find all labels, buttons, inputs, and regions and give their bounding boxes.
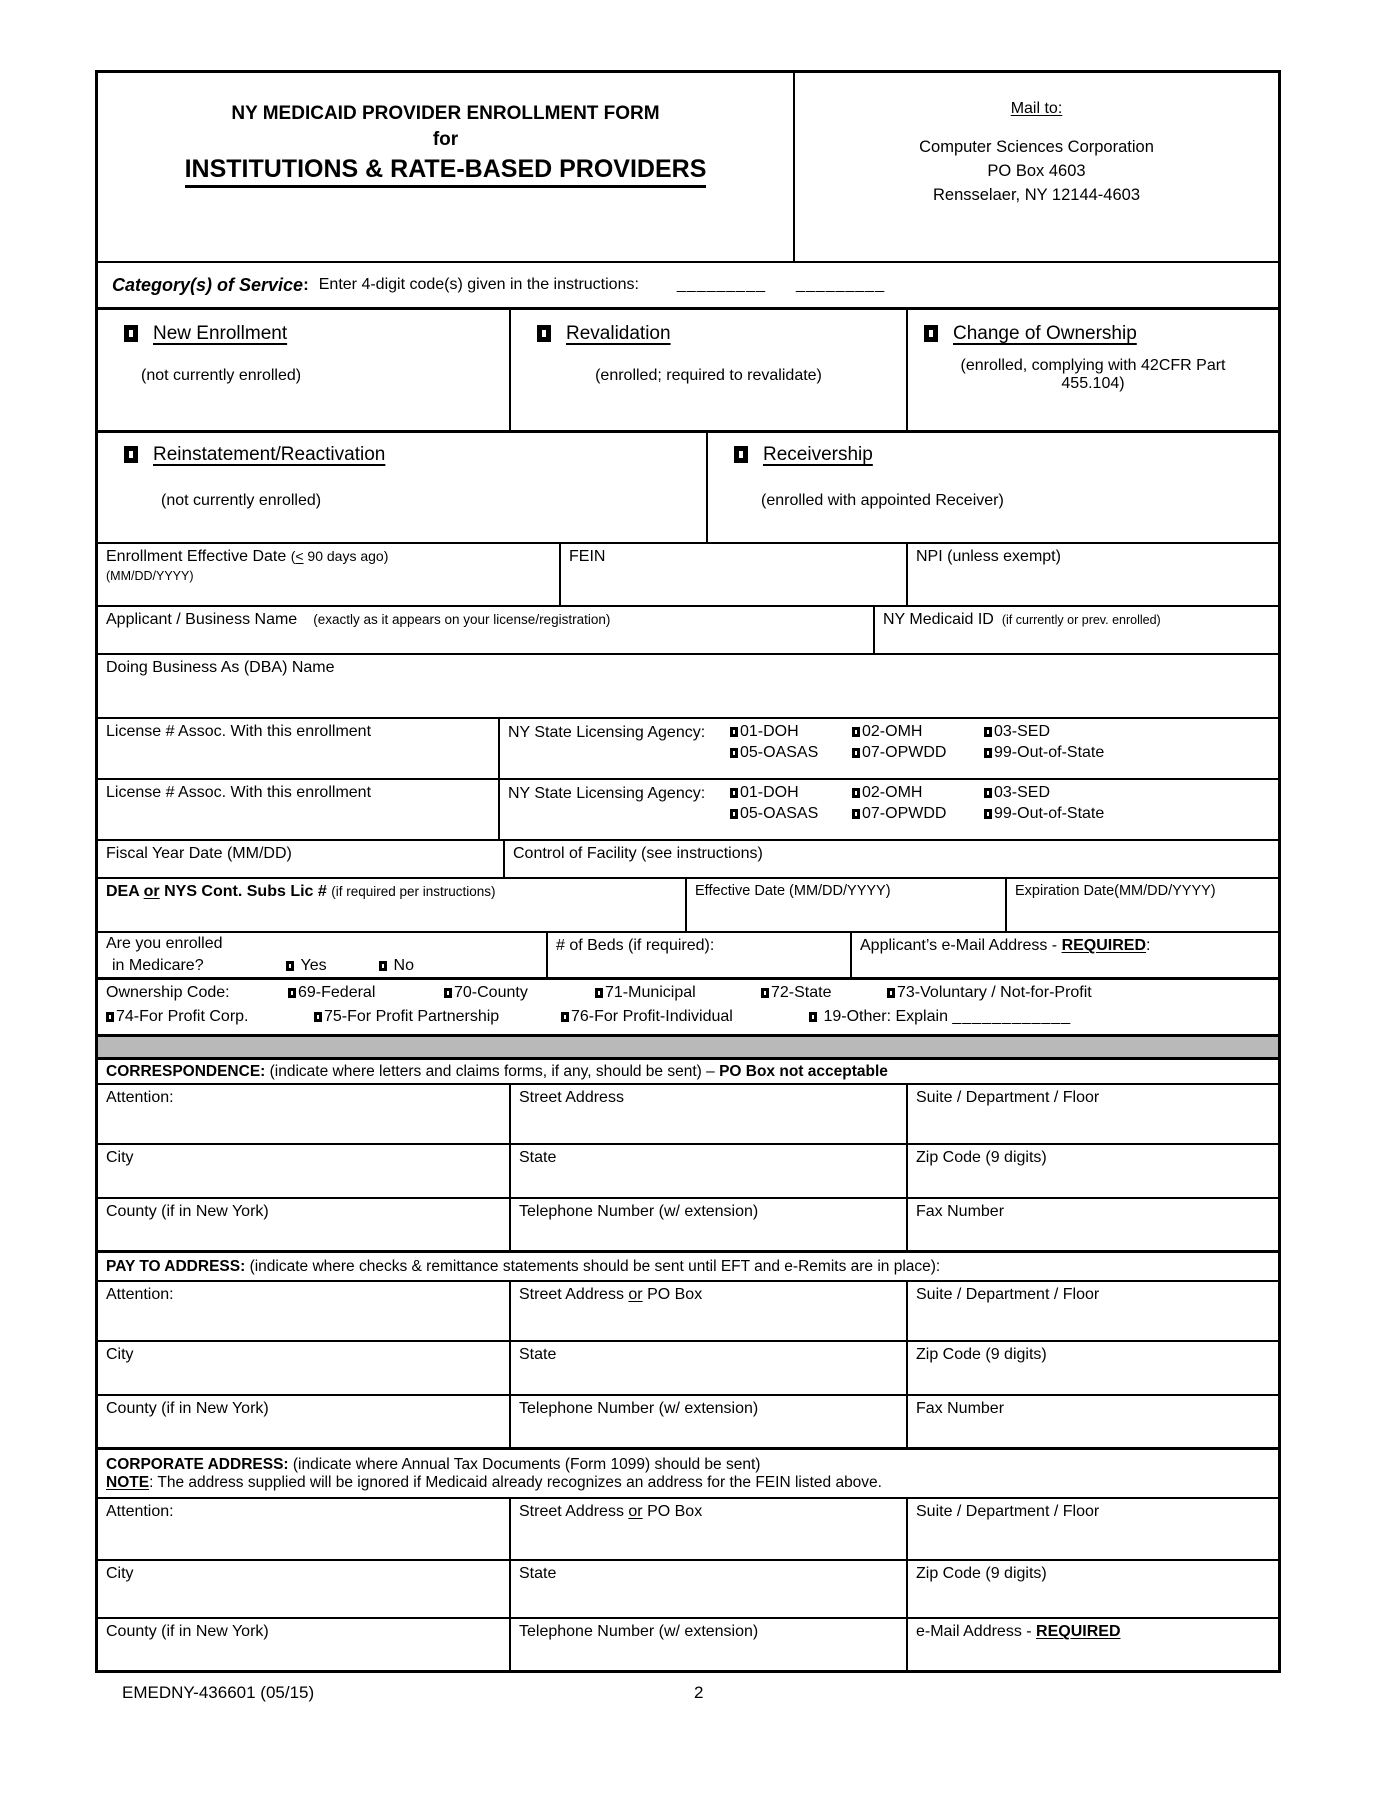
fiscal-year-row bbox=[98, 839, 1278, 877]
pay-to-attention-field[interactable]: Attention: bbox=[106, 1286, 174, 1303]
mail-to-po-box: PO Box 4603 bbox=[987, 162, 1086, 181]
correspondence-address-row-1 bbox=[98, 1083, 1278, 1143]
section-divider-band bbox=[98, 1034, 1278, 1057]
ownership-72-checkbox[interactable] bbox=[761, 988, 769, 998]
medicaid-id-label: NY Medicaid ID bbox=[883, 611, 994, 628]
ownership-71-checkbox[interactable] bbox=[595, 988, 603, 998]
agency-option-doh: 01-DOH bbox=[730, 723, 852, 741]
sed-checkbox-2[interactable] bbox=[984, 788, 992, 798]
receivership-label: Receivership bbox=[763, 444, 873, 465]
mail-to-city: Rensselaer, NY 12144-4603 bbox=[932, 186, 1140, 205]
enrollment-type-row-1 bbox=[98, 307, 1278, 430]
footer-form-number: EMEDNY-436601 (05/15) bbox=[122, 1683, 315, 1702]
license-number-field-2[interactable]: License # Assoc. With this enrollment bbox=[106, 784, 372, 801]
category-label: Category(s) of Service bbox=[112, 274, 304, 295]
pay-to-address-row-3 bbox=[98, 1394, 1278, 1447]
correspondence-street-field[interactable]: Street Address bbox=[509, 1085, 906, 1143]
ownership-73-checkbox[interactable] bbox=[887, 988, 895, 998]
doh-checkbox[interactable] bbox=[730, 727, 738, 737]
dea-license-field[interactable]: DEA or NYS Cont. Subs Lic # (if required per instructions) bbox=[106, 883, 496, 900]
corporate-header: CORPORATE ADDRESS: (indicate where Annual Tax Documents (Form 1099) should be sent) NOTE: The address supplied will be ignored if Medicaid already recognizes an address for the FEIN listed above. bbox=[98, 1447, 1278, 1497]
pay-to-county-field[interactable]: County (if in New York) bbox=[106, 1400, 269, 1417]
mail-to-label: Mail to: bbox=[1010, 100, 1063, 117]
medicare-yes-option: Yes bbox=[286, 957, 327, 974]
applicant-name-label: Applicant / Business Name bbox=[106, 611, 298, 628]
corporate-street-field[interactable]: Street Address or PO Box bbox=[509, 1499, 906, 1559]
correspondence-header: CORRESPONDENCE: (indicate where letters and claims forms, if any, should be sent) – PO Box not acceptable bbox=[98, 1057, 1278, 1083]
out-of-state-checkbox-2[interactable] bbox=[984, 809, 992, 819]
dba-row bbox=[98, 653, 1278, 717]
ownership-label: Ownership Code: bbox=[106, 984, 230, 1001]
new-enrollment-option bbox=[98, 310, 509, 430]
medicaid-id-note: (if currently or prev. enrolled) bbox=[1001, 613, 1161, 627]
licensing-agency-field-1 bbox=[498, 719, 1278, 778]
effective-date-row bbox=[98, 542, 1278, 605]
medicare-row bbox=[98, 931, 1278, 977]
npi-label: NPI (unless exempt) bbox=[916, 548, 1061, 565]
beds-field[interactable]: # of Beds (if required): bbox=[546, 933, 850, 977]
licensing-agency-label: NY State Licensing Agency: bbox=[508, 785, 706, 802]
pay-to-state-field[interactable]: State bbox=[509, 1342, 906, 1394]
medicaid-id-field[interactable] bbox=[873, 607, 1278, 653]
corporate-address-row-2 bbox=[98, 1559, 1278, 1617]
corporate-suite-field[interactable]: Suite / Department / Floor bbox=[906, 1499, 1278, 1559]
corporate-email-field[interactable]: e-Mail Address - REQUIRED bbox=[906, 1619, 1278, 1670]
corporate-county-field[interactable]: County (if in New York) bbox=[106, 1623, 269, 1640]
correspondence-suite-field[interactable]: Suite / Department / Floor bbox=[906, 1085, 1278, 1143]
omh-checkbox-2[interactable] bbox=[852, 788, 860, 798]
opwdd-checkbox[interactable] bbox=[852, 748, 860, 758]
medicare-no-option: No bbox=[379, 957, 414, 974]
agency-option-sed: 03-SED bbox=[984, 723, 1104, 741]
revalidation-label: Revalidation bbox=[566, 323, 671, 344]
new-enrollment-checkbox[interactable] bbox=[124, 325, 138, 342]
corporate-zip-field[interactable]: Zip Code (9 digits) bbox=[906, 1561, 1278, 1617]
ownership-69-checkbox[interactable] bbox=[288, 988, 296, 998]
revalidation-checkbox[interactable] bbox=[537, 325, 551, 342]
ownership-75-checkbox[interactable] bbox=[314, 1012, 322, 1022]
receivership-checkbox[interactable] bbox=[734, 446, 748, 463]
pay-to-fax-field[interactable]: Fax Number bbox=[906, 1396, 1278, 1447]
pay-to-city-field[interactable]: City bbox=[106, 1346, 134, 1363]
ownership-option-74: 74-For Profit Corp. bbox=[106, 1008, 314, 1026]
control-of-facility-field[interactable]: Control of Facility (see instructions) bbox=[503, 841, 1278, 877]
ownership-option-69: 69-Federal bbox=[288, 984, 444, 1002]
dea-note: (if required per instructions) bbox=[331, 884, 496, 899]
license-number-field-1[interactable]: License # Assoc. With this enrollment bbox=[106, 723, 372, 740]
correspondence-county-field[interactable]: County (if in New York) bbox=[106, 1203, 269, 1220]
mail-to-name: Computer Sciences Corporation bbox=[919, 138, 1154, 157]
medicare-question: Are you enrolled in Medicare? Yes No bbox=[106, 935, 414, 974]
form-title-line3: INSTITUTIONS & RATE-BASED PROVIDERS bbox=[185, 154, 707, 188]
form-header-row bbox=[98, 73, 1278, 261]
category-code-blank-2[interactable]: _________ bbox=[796, 276, 886, 293]
ownership-option-70: 70-County bbox=[444, 984, 595, 1002]
receivership-sub: (enrolled with appointed Receiver) bbox=[761, 491, 1004, 509]
agency-option-opwdd: 07-OPWDD bbox=[852, 744, 984, 762]
agency-option-out-of-state: 99-Out-of-State bbox=[984, 805, 1104, 823]
revalidation-option bbox=[509, 310, 906, 430]
applicant-name-row bbox=[98, 605, 1278, 653]
licensing-agency-label: NY State Licensing Agency: bbox=[508, 724, 706, 741]
category-of-service-row bbox=[98, 261, 1278, 307]
ownership-option-19-other: 19-Other: Explain ____________ bbox=[809, 1008, 1071, 1026]
form-title-line1: NY MEDICAID PROVIDER ENROLLMENT FORM bbox=[231, 103, 660, 124]
fein-field[interactable] bbox=[559, 544, 906, 605]
form-title-line2: for bbox=[432, 128, 459, 150]
new-enrollment-sub: (not currently enrolled) bbox=[141, 366, 302, 384]
correspondence-address-row-2 bbox=[98, 1143, 1278, 1197]
ownership-76-checkbox[interactable] bbox=[561, 1012, 569, 1022]
ownership-option-71: 71-Municipal bbox=[595, 984, 761, 1002]
pay-to-suite-field[interactable]: Suite / Department / Floor bbox=[906, 1282, 1278, 1340]
corporate-city-field[interactable]: City bbox=[106, 1565, 134, 1582]
doh-checkbox-2[interactable] bbox=[730, 788, 738, 798]
correspondence-address-row-3 bbox=[98, 1197, 1278, 1250]
corporate-state-field[interactable]: State bbox=[509, 1561, 906, 1617]
opwdd-checkbox-2[interactable] bbox=[852, 809, 860, 819]
pay-to-phone-field[interactable]: Telephone Number (w/ extension) bbox=[509, 1396, 906, 1447]
category-instruction: Enter 4-digit code(s) given in the instructions: bbox=[318, 276, 639, 293]
medicare-no-checkbox[interactable] bbox=[379, 961, 387, 971]
dea-effective-date-field[interactable]: Effective Date (MM/DD/YYYY) bbox=[685, 879, 1005, 931]
ownership-other-blank[interactable]: ____________ bbox=[952, 1008, 1072, 1025]
agency-option-sed: 03-SED bbox=[984, 784, 1104, 802]
reinstatement-sub: (not currently enrolled) bbox=[161, 491, 322, 509]
revalidation-sub: (enrolled; required to revalidate) bbox=[595, 366, 822, 384]
effective-date-format: (MM/DD/YYYY) bbox=[106, 568, 194, 583]
ownership-19-checkbox[interactable] bbox=[809, 1012, 817, 1022]
ownership-option-72: 72-State bbox=[761, 984, 887, 1002]
reinstatement-label: Reinstatement/Reactivation bbox=[153, 444, 386, 465]
form-title-block bbox=[98, 73, 793, 261]
pay-to-zip-field[interactable]: Zip Code (9 digits) bbox=[906, 1342, 1278, 1394]
licensing-agency-field-2 bbox=[498, 780, 1278, 839]
applicant-name-field[interactable] bbox=[98, 607, 873, 653]
ownership-74-checkbox[interactable] bbox=[106, 1012, 114, 1022]
dea-expiration-date-field[interactable]: Expiration Date(MM/DD/YYYY) bbox=[1005, 879, 1278, 931]
license-row-1 bbox=[98, 717, 1278, 778]
receivership-option bbox=[706, 433, 1278, 542]
oasas-checkbox-2[interactable] bbox=[730, 809, 738, 819]
category-code-blank-1[interactable]: _________ bbox=[676, 276, 766, 293]
corporate-address-row-1 bbox=[98, 1497, 1278, 1559]
ownership-option-73: 73-Voluntary / Not-for-Profit bbox=[887, 984, 1092, 1002]
correspondence-city-field[interactable]: City bbox=[106, 1149, 134, 1166]
oasas-checkbox[interactable] bbox=[730, 748, 738, 758]
dba-field[interactable] bbox=[98, 655, 1278, 717]
agency-option-opwdd: 07-OPWDD bbox=[852, 805, 984, 823]
change-of-ownership-sub: (enrolled, complying with 42CFR Part 455.104) bbox=[960, 356, 1226, 392]
ownership-70-checkbox[interactable] bbox=[444, 988, 452, 998]
change-of-ownership-checkbox[interactable] bbox=[924, 325, 938, 342]
dba-label: Doing Business As (DBA) Name bbox=[106, 659, 335, 676]
change-of-ownership-option bbox=[906, 310, 1278, 430]
corporate-attention-field[interactable]: Attention: bbox=[106, 1503, 174, 1520]
enrollment-form bbox=[95, 70, 1281, 1673]
fiscal-year-field[interactable]: Fiscal Year Date (MM/DD) bbox=[106, 845, 292, 862]
sed-checkbox[interactable] bbox=[984, 727, 992, 737]
npi-field[interactable] bbox=[906, 544, 1278, 605]
agency-option-oasas: 05-OASAS bbox=[730, 744, 852, 762]
agency-option-out-of-state: 99-Out-of-State bbox=[984, 744, 1104, 762]
pay-to-address-row-2 bbox=[98, 1340, 1278, 1394]
ownership-option-76: 76-For Profit-Individual bbox=[561, 1008, 809, 1026]
fein-label: FEIN bbox=[569, 548, 606, 565]
medicare-yes-checkbox[interactable] bbox=[286, 961, 294, 971]
applicant-email-field[interactable]: Applicant’s e-Mail Address - REQUIRED: bbox=[850, 933, 1278, 977]
omh-checkbox[interactable] bbox=[852, 727, 860, 737]
agency-option-omh: 02-OMH bbox=[852, 723, 984, 741]
new-enrollment-label: New Enrollment bbox=[153, 323, 288, 344]
agency-option-doh: 01-DOH bbox=[730, 784, 852, 802]
correspondence-state-field[interactable]: State bbox=[509, 1145, 906, 1197]
ownership-option-75: 75-For Profit Partnership bbox=[314, 1008, 561, 1026]
applicant-name-note: (exactly as it appears on your license/registration) bbox=[313, 612, 611, 627]
enrollment-type-row-2 bbox=[98, 430, 1278, 542]
out-of-state-checkbox[interactable] bbox=[984, 748, 992, 758]
category-of-service-field[interactable]: Category(s) of Service : Enter 4-digit code(s) given in the instructions: _________ _________ bbox=[112, 274, 886, 295]
change-of-ownership-label: Change of Ownership bbox=[953, 323, 1137, 344]
pay-to-address-row-1 bbox=[98, 1280, 1278, 1340]
footer-page-number: 2 bbox=[694, 1683, 704, 1702]
correspondence-zip-field[interactable]: Zip Code (9 digits) bbox=[906, 1145, 1278, 1197]
ownership-code-row bbox=[98, 977, 1278, 1034]
reinstatement-option bbox=[98, 433, 706, 542]
agency-option-oasas: 05-OASAS bbox=[730, 805, 852, 823]
correspondence-phone-field[interactable]: Telephone Number (w/ extension) bbox=[509, 1199, 906, 1250]
agency-option-omh: 02-OMH bbox=[852, 784, 984, 802]
pay-to-street-field[interactable]: Street Address or PO Box bbox=[509, 1282, 906, 1340]
license-row-2 bbox=[98, 778, 1278, 839]
dea-row bbox=[98, 877, 1278, 931]
pay-to-header: PAY TO ADDRESS: (indicate where checks & remittance statements should be sent until EFT and e-Remits are in place): bbox=[98, 1250, 1278, 1280]
mail-to-block bbox=[793, 73, 1278, 261]
corporate-phone-field[interactable]: Telephone Number (w/ extension) bbox=[509, 1619, 906, 1670]
correspondence-attention-field[interactable]: Attention: bbox=[106, 1089, 174, 1106]
reinstatement-checkbox[interactable] bbox=[124, 446, 138, 463]
effective-date-field[interactable]: Enrollment Effective Date (< 90 days ago) (MM/DD/YYYY) bbox=[98, 544, 559, 605]
corporate-address-row-3 bbox=[98, 1617, 1278, 1670]
correspondence-fax-field[interactable]: Fax Number bbox=[906, 1199, 1278, 1250]
